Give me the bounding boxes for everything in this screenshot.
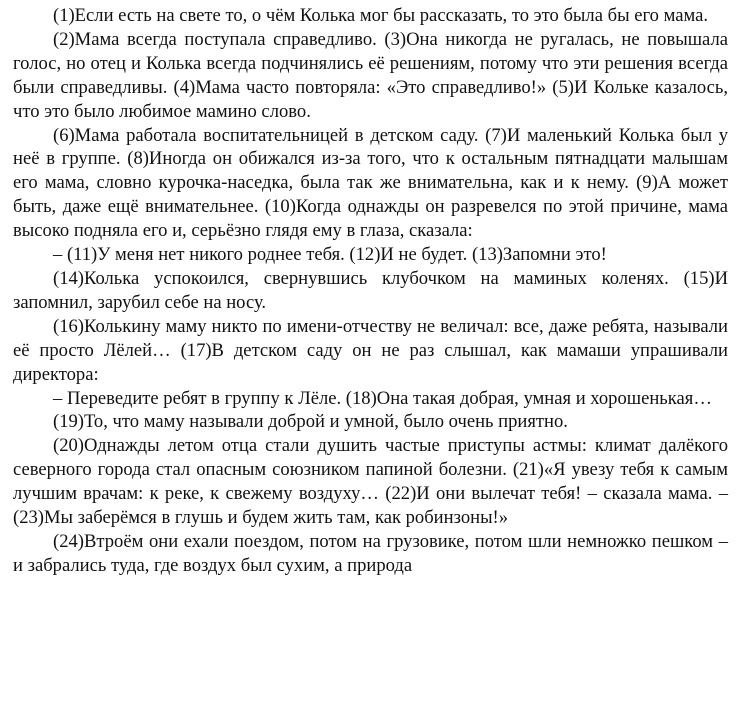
paragraph-6: (16)Колькину маму никто по имени-отчеству не величал: все, даже ребята, называли её просто Лёлей… (17)В детском саду он не раз слышал, как мамаши упрашивали директора: (13, 315, 728, 385)
paragraph-9: (20)Однажды летом отца стали душить частые приступы астмы: климат далёкого северного города стал опасным союзником папиной болезни. (21)«Я увезу тебя к самым лучшим врачам: к реке, к свежему воздуху… (22)И они вылечат тебя! – сказала мама. – (23)Мы заберёмся в глушь и будем жить там, как робинзоны!» (13, 435, 728, 529)
paragraph-2: (2)Мама всегда поступала справедливо. (3)Она никогда не ругалась, не повышала голос, но отец и Колька всегда подчинялись её решениям, потому что эти решения всегда были справедливы. (4)Мама часто повторяла: «Это справедливо!» (5)И Кольке казалось, что это было любимое мамино слово. (13, 28, 728, 122)
paragraph-10: (24)Втроём они ехали поездом, потом на грузовике, потом шли немножко пешком – и забрались туда, где воздух был сухим, а природа (13, 530, 728, 576)
paragraph-7: – Переведите ребят в группу к Лёле. (18)Она такая добрая, умная и хорошенькая… (53, 387, 712, 409)
paragraph-1: (1)Если есть на свете то, о чём Колька мог бы рассказать, то это была бы его мама. (53, 5, 709, 26)
paragraph-3: (6)Мама работала воспитательницей в детском саду. (7)И маленький Колька был у неё в группе. (8)Иногда он обижался из-за того, что к остальным пятнадцати малышам его мама, словно курочка-наседка, была так же внимательна, как и к нему. (9)А может быть, даже ещё внимательнее. (10)Когда однажды он разревелся по этой причине, мама высоко подняла его и, серьёзно глядя ему в глаза, сказала: (13, 124, 728, 242)
paragraph-5: (14)Колька успокоился, свернувшись клубочком на маминых коленях. (15)И запомнил, зарубил себе на носу. (13, 267, 728, 313)
paragraph-8: (19)То, что маму называли доброй и умной, было очень приятно. (53, 411, 568, 433)
paragraph-4: – (11)У меня нет никого роднее тебя. (12)И не будет. (13)Запомни это! (53, 244, 607, 266)
